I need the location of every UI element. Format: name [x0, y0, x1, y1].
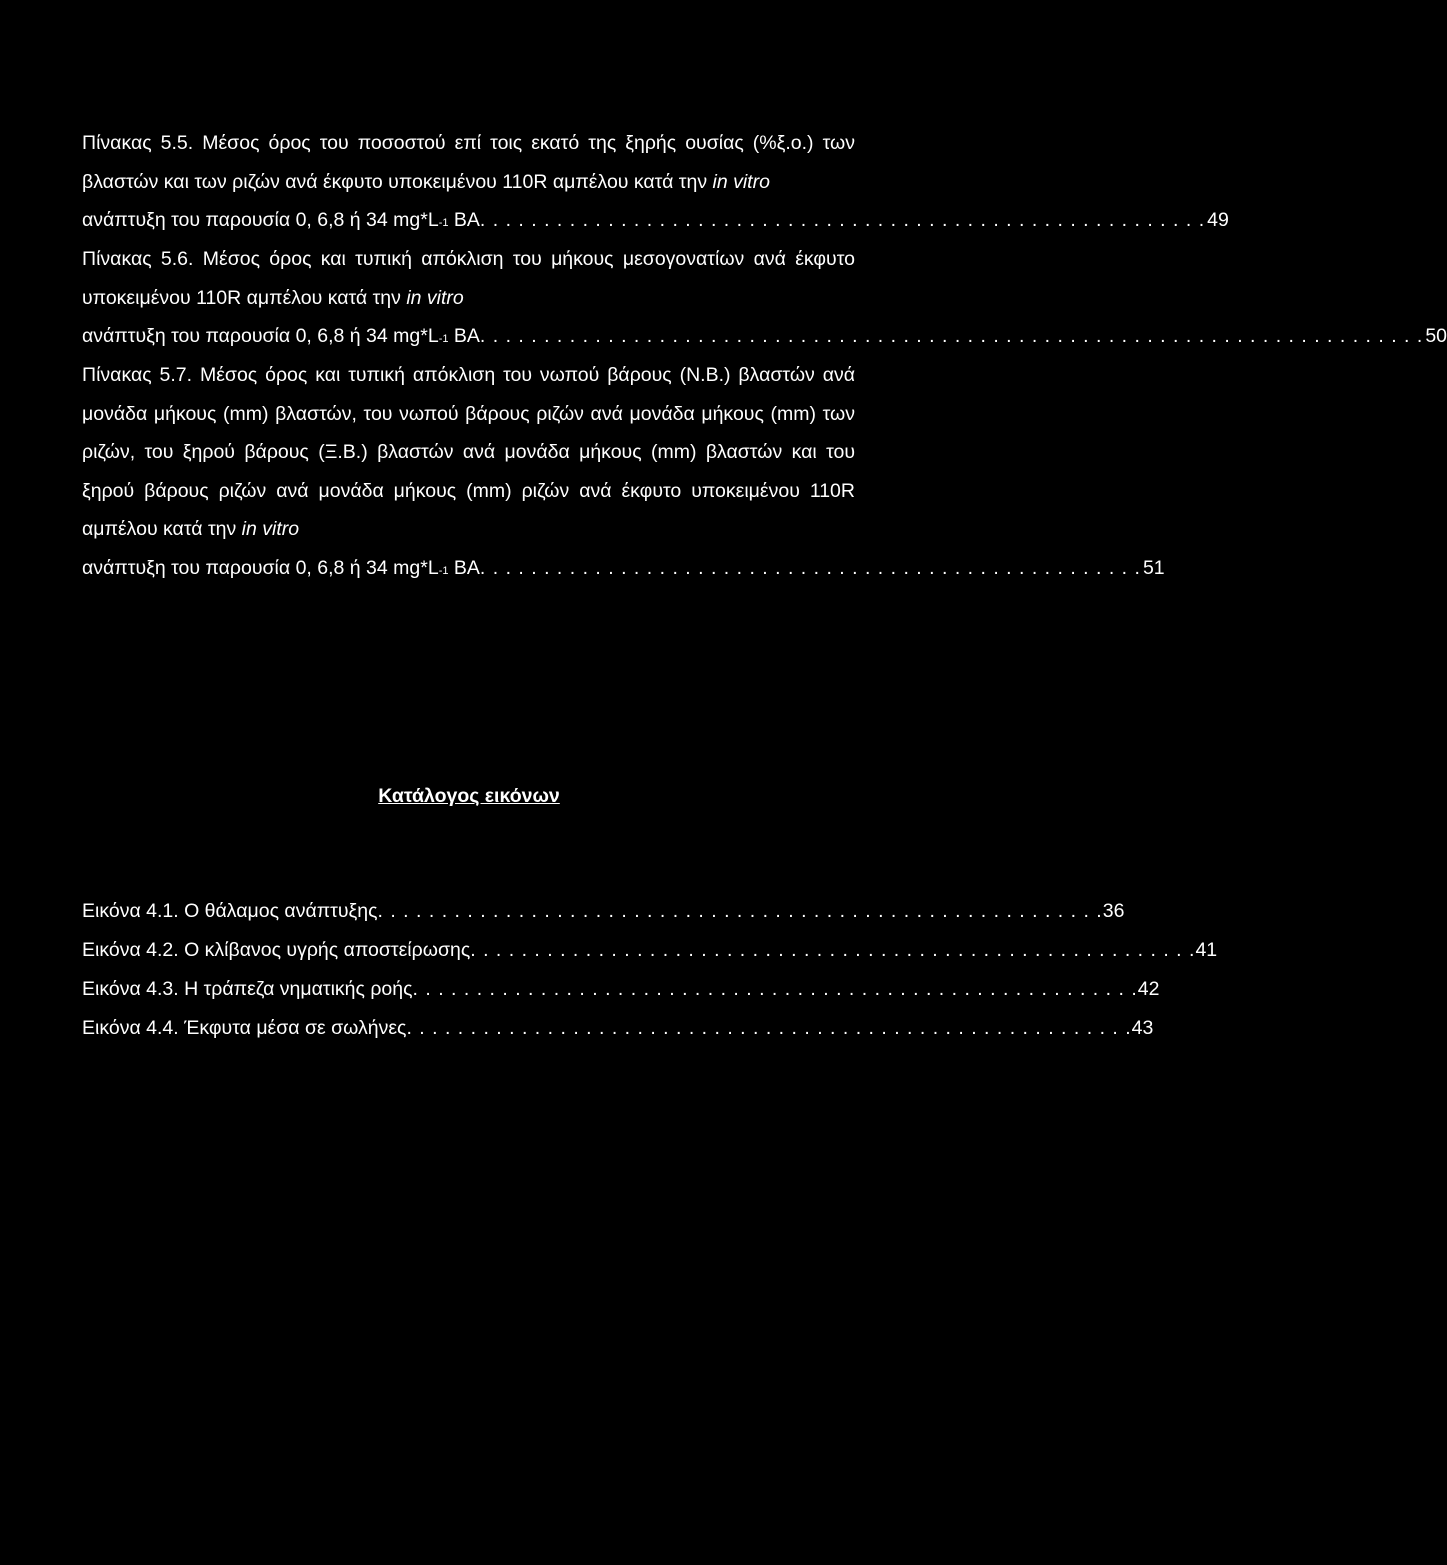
toc-entry-table-5-5-last-line: ανάπτυξη του παρουσία 0, 6,8 ή 34 mg*L -1 ΒΑ . . . . . . . . . . . . . . . . . . . . . . . . . . . . . . . . . . . . . . . . . . . . . . . . . . . . . . . . . 49 [82, 201, 855, 240]
table-label: Πίνακας 5.5. [82, 132, 194, 154]
toc-entry-table-5-6-last-line: ανάπτυξη του παρουσία 0, 6,8 ή 34 mg*L -1 ΒΑ . . . . . . . . . . . . . . . . . . . . . . . . . . . . . . . . . . . . . . . . . . . . . . . . . . . . . . . . . . . . . . . . . . . . . . . . . . 50 [82, 317, 855, 356]
page-number: 42 [1137, 978, 1160, 1000]
table-description-cont: ανάπτυξη του παρουσία 0, 6,8 ή 34 mg*L [82, 209, 439, 231]
figure-title: Η τράπεζα νηματικής ροής [184, 978, 413, 1000]
toc-entry-table-5-5[interactable] [82, 124, 855, 193]
page-number: 41 [1195, 939, 1218, 961]
table-label: Πίνακας 5.7. [82, 364, 193, 386]
figure-label: Εικόνα 4.1. [82, 900, 179, 922]
leader-dots: . . . . . . . . . . . . . . . . . . . . . . . . . . . . . . . . . . . . . . . . . . . . . . . . . . . . . . . . . [470, 939, 1196, 961]
figure-label: Εικόνα 4.4. [82, 1017, 179, 1039]
table-description-cont: ανάπτυξη του παρουσία 0, 6,8 ή 34 mg*L [82, 325, 439, 347]
page-number: 36 [1102, 900, 1125, 922]
figure-label: Εικόνα 4.3. [82, 978, 179, 1000]
figures-list [82, 900, 1218, 1056]
page-number: 50 [1425, 325, 1447, 347]
table-unit: ΒΑ [453, 325, 480, 347]
toc-entry-table-5-7[interactable] [82, 356, 855, 549]
table-label: Πίνακας 5.6. [82, 248, 194, 270]
table-unit: ΒΑ [453, 209, 480, 231]
toc-entry-figure[interactable] [82, 939, 1218, 978]
table-unit: ΒΑ [453, 557, 480, 579]
leader-dots: . . . . . . . . . . . . . . . . . . . . . . . . . . . . . . . . . . . . . . . . . . . . . . . . . . . . . . . . . . . . . . . . . . . . . . . . . . [479, 325, 1424, 347]
leader-dots: . . . . . . . . . . . . . . . . . . . . . . . . . . . . . . . . . . . . . . . . . . . . . . . . . . . . . . . . . [412, 978, 1138, 1000]
figure-label: Εικόνα 4.2. [82, 939, 179, 961]
leader-dots: . . . . . . . . . . . . . . . . . . . . . . . . . . . . . . . . . . . . . . . . . . . . . . . . . . . . . . . . . [479, 209, 1206, 231]
toc-entry-figure[interactable] [82, 978, 1160, 1017]
figure-title: Ο θάλαμος ανάπτυξης [184, 900, 378, 922]
leader-dots: . . . . . . . . . . . . . . . . . . . . . . . . . . . . . . . . . . . . . . . . . . . . . . . . . . . . . . . . . [406, 1017, 1132, 1039]
figures-heading: Κατάλογος εικόνων [378, 785, 560, 807]
table-italic-text: in vitro [406, 286, 464, 309]
table-description: Μέσος όρος και τυπική απόκλιση του μήκους μεσογονατίων ανά έκφυτο υποκειμένου 110R αμπέλου κατά την [82, 248, 855, 309]
leader-dots: . . . . . . . . . . . . . . . . . . . . . . . . . . . . . . . . . . . . . . . . . . . . . . . . . . . . . . . . . [377, 900, 1103, 922]
toc-entry-table-5-6[interactable] [82, 240, 855, 317]
toc-entry-table-5-7-last-line: ανάπτυξη του παρουσία 0, 6,8 ή 34 mg*L -1 ΒΑ . . . . . . . . . . . . . . . . . . . . . . . . . . . . . . . . . . . . . . . . . . . . . . . . . . . . 51 [82, 549, 855, 588]
page-number: 51 [1142, 557, 1165, 579]
toc-entry-figure[interactable] [82, 1017, 1154, 1056]
page-number: 43 [1131, 1017, 1154, 1039]
figure-title: Έκφυτα μέσα σε σωλήνες [184, 1017, 407, 1039]
table-italic-text: in vitro [241, 518, 300, 540]
table-description-cont: ανάπτυξη του παρουσία 0, 6,8 ή 34 mg*L [82, 557, 439, 579]
figure-title: Ο κλίβανος υγρής αποστείρωσης [184, 939, 471, 961]
toc-entry-figure[interactable] [82, 900, 1125, 939]
leader-dots: . . . . . . . . . . . . . . . . . . . . . . . . . . . . . . . . . . . . . . . . . . . . . . . . . . . . [479, 557, 1141, 579]
table-italic-text: in vitro [712, 170, 770, 193]
page-number: 49 [1207, 209, 1229, 231]
table-description: Μέσος όρος και τυπική απόκλιση του νωπού βάρους (Ν.Β.) βλαστών ανά μονάδα μήκους (mm) βλαστών, του νωπού βάρους ριζών ανά μονάδα μήκους (mm) των ριζών, του ξηρού βάρους (Ξ.Β.) βλαστών ανά μονάδα μήκους (mm) βλαστών και του ξηρού βάρους ριζών ανά μονάδα μήκους (mm) ριζών ανά έκφυτο υποκειμένου 110R αμπέλου κατά την [82, 364, 856, 540]
table-description: Μέσος όρος του ποσοστού επί τοις εκατό της ξηρής ουσίας (%ξ.ο.) των βλαστών και των ριζών ανά έκφυτο υποκειμένου 110R αμπέλου κατά την [82, 132, 855, 193]
